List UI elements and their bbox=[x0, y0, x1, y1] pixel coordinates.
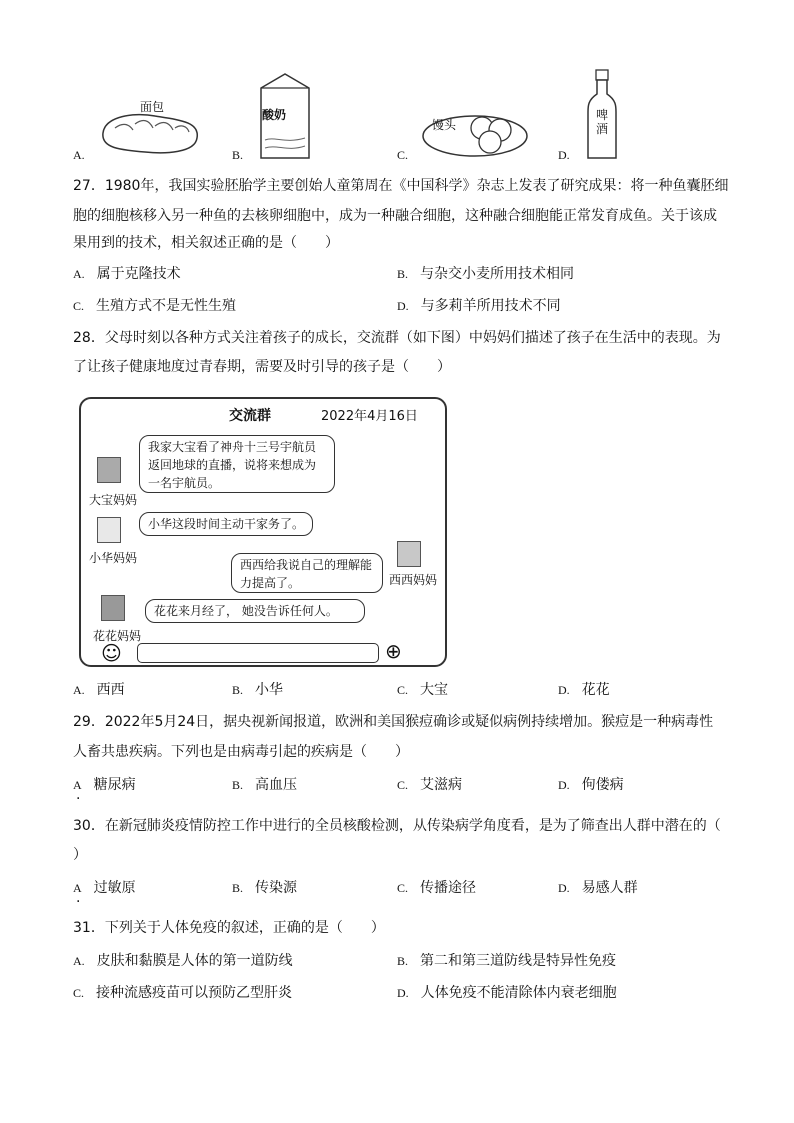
steamed-buns-image bbox=[420, 104, 530, 160]
q29-option-c[interactable] bbox=[397, 775, 462, 795]
username-dabao-mom: 大宝妈妈 bbox=[89, 493, 138, 507]
q30-option-b-label: B. bbox=[232, 881, 244, 895]
q30-option-b[interactable] bbox=[232, 878, 297, 898]
q27-option-a-text: 属于克隆技术 bbox=[96, 266, 181, 282]
emoji-icon[interactable]: ☺ bbox=[101, 641, 122, 665]
avatar bbox=[97, 517, 121, 543]
q28-stem-line2: 了让孩子健康地度过青春期，需要及时引导的孩子是（ ） bbox=[73, 359, 451, 375]
avatar bbox=[97, 457, 121, 483]
q26-option-b-label: B. bbox=[232, 148, 244, 162]
q29-option-a-text: 糖尿病 bbox=[93, 777, 136, 793]
q29-option-d-label: D. bbox=[558, 778, 570, 792]
q27-stem-line3: 果用到的技术，相关叙述正确的是（ ） bbox=[73, 235, 339, 251]
q31-option-b-text: 第二和第三道防线是特异性免疫 bbox=[420, 953, 617, 969]
q31-option-d-label: D. bbox=[397, 986, 409, 1000]
username-xiaohua-mom: 小华妈妈 bbox=[89, 551, 138, 565]
message-xixi bbox=[231, 553, 383, 593]
username-huahua-mom: 花花妈妈 bbox=[93, 629, 142, 643]
q29-option-b[interactable] bbox=[232, 775, 297, 795]
q30-stem-line2: ） bbox=[73, 847, 87, 863]
q31-option-a[interactable] bbox=[73, 951, 293, 971]
q27-option-c[interactable] bbox=[73, 296, 236, 316]
q28-option-d[interactable] bbox=[558, 680, 610, 700]
q29-option-c-text: 艾滋病 bbox=[420, 777, 463, 793]
bread-label: 面包 bbox=[140, 100, 165, 114]
q31-option-c[interactable] bbox=[73, 983, 292, 1003]
q28-stem-line1: 28．父母时刻以各种方式关注着孩子的成长，交流群（如下图）中妈妈们描述了孩子在生活中的表现。为 bbox=[73, 330, 721, 346]
q28-option-d-text: 花花 bbox=[581, 682, 610, 698]
q28-option-a-label: A. bbox=[73, 683, 85, 697]
q30-option-d-label: D. bbox=[558, 881, 570, 895]
q27-option-d[interactable] bbox=[397, 296, 561, 316]
q27-option-d-text: 与多莉羊所用技术不同 bbox=[420, 298, 561, 314]
q27-option-c-text: 生殖方式不是无性生殖 bbox=[96, 298, 237, 314]
q27-option-a[interactable] bbox=[73, 264, 181, 284]
q27-option-a-label: A. bbox=[73, 267, 85, 281]
q28-option-d-label: D. bbox=[558, 683, 570, 697]
q31-option-c-text: 接种流感疫苗可以预防乙型肝炎 bbox=[96, 985, 293, 1001]
q27-stem-line2: 胞的细胞核移入另一种鱼的去核卵细胞中，成为一种融合细胞，这种融合细胞能正常发育成鱼。关于该成 bbox=[73, 208, 717, 224]
steamed-buns-label: 馒头 bbox=[432, 118, 457, 132]
message-huahua bbox=[145, 599, 365, 623]
q31-option-b[interactable] bbox=[397, 951, 616, 971]
q30-option-c-label: C. bbox=[397, 881, 409, 895]
q28-option-c-text: 大宝 bbox=[420, 682, 449, 698]
q27-option-c-label: C. bbox=[73, 299, 85, 313]
q27-option-b-label: B. bbox=[397, 267, 409, 281]
q30-stem-line1: 30．在新冠肺炎疫情防控工作中进行的全员核酸检测，从传染病学角度看，是为了筛查出人群中潜在的（ bbox=[73, 818, 721, 834]
avatar bbox=[101, 595, 125, 621]
q29-option-b-text: 高血压 bbox=[255, 777, 298, 793]
q28-option-b-text: 小华 bbox=[255, 682, 284, 698]
q31-option-d-text: 人体免疫不能清除体内衰老细胞 bbox=[420, 985, 617, 1001]
chat-title: 交流群 bbox=[229, 408, 271, 424]
q30-option-c[interactable] bbox=[397, 878, 476, 898]
q31-option-a-text: 皮肤和黏膜是人体的第一道防线 bbox=[96, 953, 293, 969]
q28-option-a-text: 西西 bbox=[96, 682, 125, 698]
q31-option-d[interactable] bbox=[397, 983, 617, 1003]
q31-option-b-label: B. bbox=[397, 954, 409, 968]
q29-option-a[interactable] bbox=[73, 775, 136, 795]
yogurt-label: 酸奶 bbox=[262, 108, 287, 122]
q27-option-b[interactable] bbox=[397, 264, 574, 284]
plus-icon[interactable]: ⊕ bbox=[385, 639, 402, 663]
beer-label-line: 啤酒 bbox=[596, 108, 609, 136]
message-xixi-line1: 西西给我说自己的理解能 bbox=[240, 558, 373, 572]
q28-option-c[interactable] bbox=[397, 680, 448, 700]
message-huahua-text: 花花来月经了， 她没告诉任何人。 bbox=[154, 604, 338, 618]
chat-date: 2022年4月16日 bbox=[321, 409, 418, 424]
q26-option-d-label: D. bbox=[558, 148, 570, 162]
message-dabao-line1: 我家大宝看了神舟十三号宇航员 bbox=[148, 440, 317, 454]
q28-option-b-label: B. bbox=[232, 683, 244, 697]
q29-stem-line1: 29．2022年5月24日，据央视新闻报道，欧洲和美国猴痘确诊或疑似病例持续增加。猴痘是一种病毒性 bbox=[73, 714, 714, 730]
q29-stem-line2: 人畜共患疾病。下列也是由病毒引起的疾病是（ ） bbox=[73, 744, 409, 760]
q30-option-b-text: 传染源 bbox=[255, 880, 298, 896]
q26-option-a-label: A. bbox=[73, 148, 85, 162]
q27-option-b-text: 与杂交小麦所用技术相同 bbox=[420, 266, 575, 282]
q29-option-a-label: A bbox=[73, 778, 82, 792]
q30-option-d[interactable] bbox=[558, 878, 638, 898]
q31-stem: 31．下列关于人体免疫的叙述，正确的是（ ） bbox=[73, 920, 385, 936]
q30-option-d-text: 易感人群 bbox=[581, 880, 638, 896]
q31-option-c-label: C. bbox=[73, 986, 85, 1000]
message-xiaohua-text: 小华这段时间主动干家务了。 bbox=[148, 517, 305, 531]
message-xixi-line2: 力提高了。 bbox=[240, 576, 301, 590]
q31-option-a-label: A. bbox=[73, 954, 85, 968]
q27-stem-line1: 27．1980年，我国实验胚胎学主要创始人童第周在《中国科学》杂志上发表了研究成果：将一种鱼囊胚细 bbox=[73, 178, 729, 194]
option-dot: · bbox=[76, 894, 81, 910]
q28-option-c-label: C. bbox=[397, 683, 409, 697]
message-xiaohua bbox=[139, 512, 313, 536]
chat-input[interactable] bbox=[137, 643, 379, 663]
q26-option-c-label: C. bbox=[397, 148, 409, 162]
username-xixi-mom: 西西妈妈 bbox=[389, 573, 438, 587]
q29-option-b-label: B. bbox=[232, 778, 244, 792]
q30-option-a[interactable] bbox=[73, 878, 136, 898]
q28-option-b[interactable] bbox=[232, 680, 283, 700]
message-dabao-line3: 一名宇航员。 bbox=[148, 476, 221, 490]
chat-group-figure bbox=[79, 397, 447, 667]
q29-option-d-text: 佝偻病 bbox=[581, 777, 624, 793]
q29-option-c-label: C. bbox=[397, 778, 409, 792]
q27-option-d-label: D. bbox=[397, 299, 409, 313]
avatar bbox=[397, 541, 421, 567]
message-dabao-line2: 返回地球的直播，说将来想成为 bbox=[148, 458, 317, 472]
q30-option-c-text: 传播途径 bbox=[420, 880, 477, 896]
q28-option-a[interactable] bbox=[73, 680, 125, 700]
q30-option-a-label: A bbox=[73, 881, 82, 895]
q29-option-d[interactable] bbox=[558, 775, 624, 795]
message-dabao bbox=[139, 435, 335, 493]
option-dot: · bbox=[76, 791, 81, 807]
q30-option-a-text: 过敏原 bbox=[93, 880, 136, 896]
